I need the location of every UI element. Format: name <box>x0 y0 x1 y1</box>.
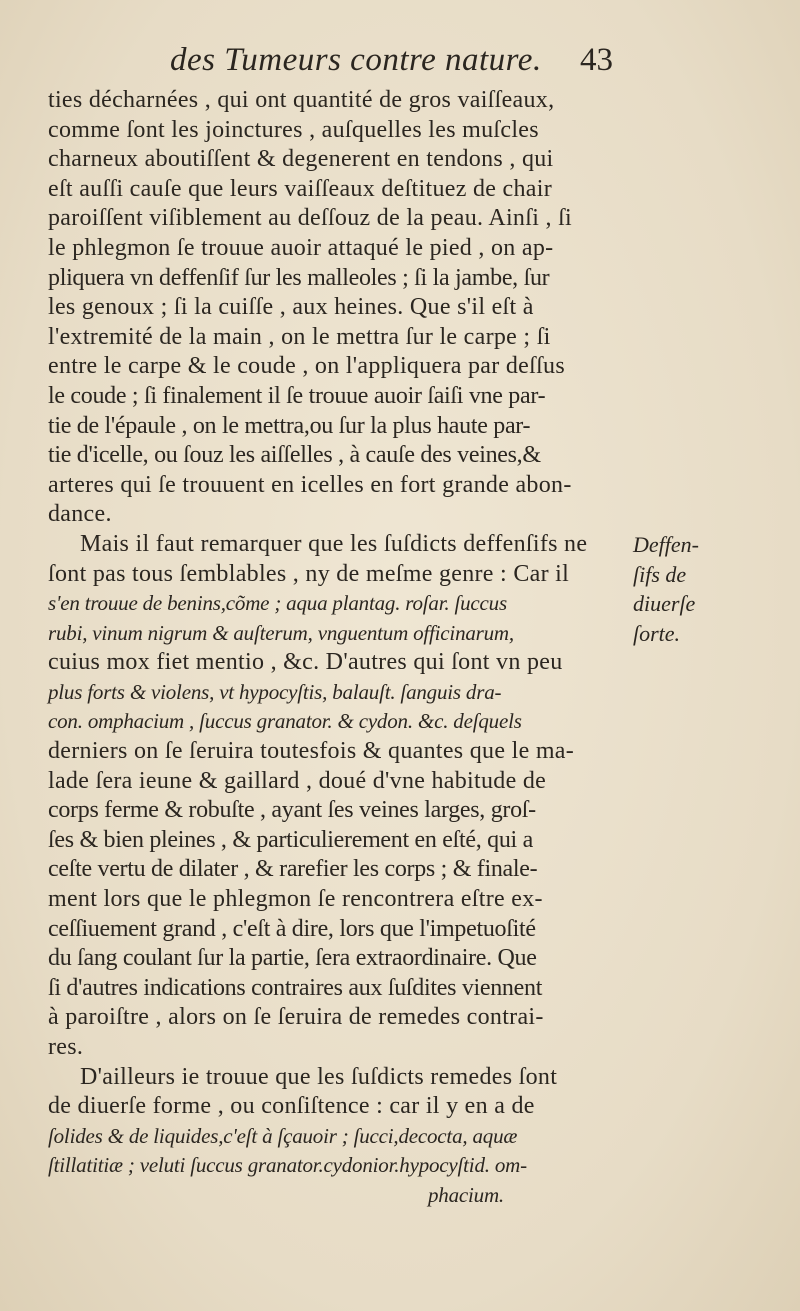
text-line: entre le carpe & le coude , on l'appliquera par deſſus <box>48 353 565 380</box>
text-line: ment lors que le phlegmon ſe rencontrera eſtre ex- <box>48 886 543 913</box>
margin-note-line: Deffen- <box>633 532 699 557</box>
paragraph-start-line: D'ailleurs ie trouue que les ſuſdicts remedes ſont <box>80 1063 558 1090</box>
text-line: ſont pas tous ſemblables , ny de meſme genre : Car il <box>48 560 570 587</box>
text-line: les genoux ; ſi la cuiſſe , aux heines. Que s'il eſt à <box>48 294 534 321</box>
text-line: eſt auſſi cauſe que leurs vaiſſeaux deſtituez de chair <box>48 175 552 202</box>
paragraph-start-line: Mais il faut remarquer que les ſuſdicts deffenſifs ne <box>80 530 588 557</box>
text-line: ceſſiuement grand , c'eſt à dire, lors que l'impetuoſité <box>48 915 536 942</box>
text-line: tie d'icelle, ou ſouz les aiſſelles , à cauſe des veines,& <box>48 442 541 469</box>
text-line: ſes & bien pleines , & particulierement en eſté, qui a <box>48 826 533 853</box>
text-line: à paroiſtre , alors on ſe ſeruira de remedes contrai- <box>48 1004 544 1031</box>
margin-note <box>633 530 793 648</box>
text-line: du ſang coulant ſur la partie, ſera extraordinaire. Que <box>48 945 537 972</box>
text-line: corps ferme & robuſte , ayant ſes veines larges, groſ- <box>48 797 536 824</box>
text-line: res. <box>48 1034 84 1060</box>
text-line: derniers on ſe ſeruira toutesfois & quantes que le ma- <box>48 738 575 765</box>
text-line: pliquera vn deffenſif ſur les malleoles ; ſi la jambe, ſur <box>48 264 550 291</box>
text-line: ſolides & de liquides,c'eſt à ſçauoir ; ſucci,decocta, aquæ <box>48 1123 518 1148</box>
text-line: s'en trouue de benins,cõme ; aqua plantag. roſar. ſuccus <box>48 591 507 616</box>
text-line: paroiſſent viſiblement au deſſouz de la peau. Ainſi , ſi <box>48 205 572 232</box>
page-header <box>0 42 800 86</box>
margin-note-line: ſifs de <box>633 561 687 587</box>
text-line: con. omphacium , ſuccus granator. & cydon. &c. deſquels <box>48 709 522 734</box>
main-text <box>48 86 628 1211</box>
margin-note-line: diuerſe <box>633 591 696 617</box>
text-line: tie de l'épaule , on le mettra,ou ſur la plus haute par- <box>48 412 531 439</box>
text-line: dance. <box>48 501 112 528</box>
text-line: le coude ; ſi finalement il ſe trouue auoir ſaiſi vne par- <box>48 382 546 409</box>
page-number: 43 <box>580 42 613 78</box>
text-line: le phlegmon ſe trouue auoir attaqué le pied , on ap- <box>48 234 554 261</box>
text-line: ceſte vertu de dilater , & rarefier les corps ; & finale- <box>48 856 538 883</box>
text-line: de diuerſe forme , ou conſiſtence : car il y en a de <box>48 1093 535 1120</box>
text-line: comme ſont les joinctures , auſquelles les muſcles <box>48 116 539 143</box>
text-line: lade ſera ieune & gaillard , doué d'vne habitude de <box>48 767 547 794</box>
text-line: ſi d'autres indications contraires aux ſuſdites viennent <box>48 974 543 1001</box>
text-line: charneux aboutiſſent & degenerent en tendons , qui <box>48 146 554 173</box>
text-line: phacium. <box>428 1182 504 1207</box>
margin-note-line: ſorte. <box>633 620 681 646</box>
text-line: rubi, vinum nigrum & auſterum, vnguentum officinarum, <box>48 620 514 645</box>
text-line: cuius mox fiet mentio , &c. D'autres qui ſont vn peu <box>48 649 563 676</box>
running-title: des Tumeurs contre nature. <box>170 42 542 78</box>
text-line: ties décharnées , qui ont quantité de gros vaiſſeaux, <box>48 87 555 113</box>
text-line: ſtillatitiæ ; veluti ſuccus granator.cydonior.hypocyſtid. om- <box>48 1153 527 1178</box>
text-line: l'extremité de la main , on le mettra ſur le carpe ; ſi <box>48 323 551 350</box>
text-line: plus forts & violens, vt hypocyſtis, balauſt. ſanguis dra- <box>48 679 502 704</box>
text-line: arteres qui ſe trouuent en icelles en fort grande abon- <box>48 471 572 498</box>
